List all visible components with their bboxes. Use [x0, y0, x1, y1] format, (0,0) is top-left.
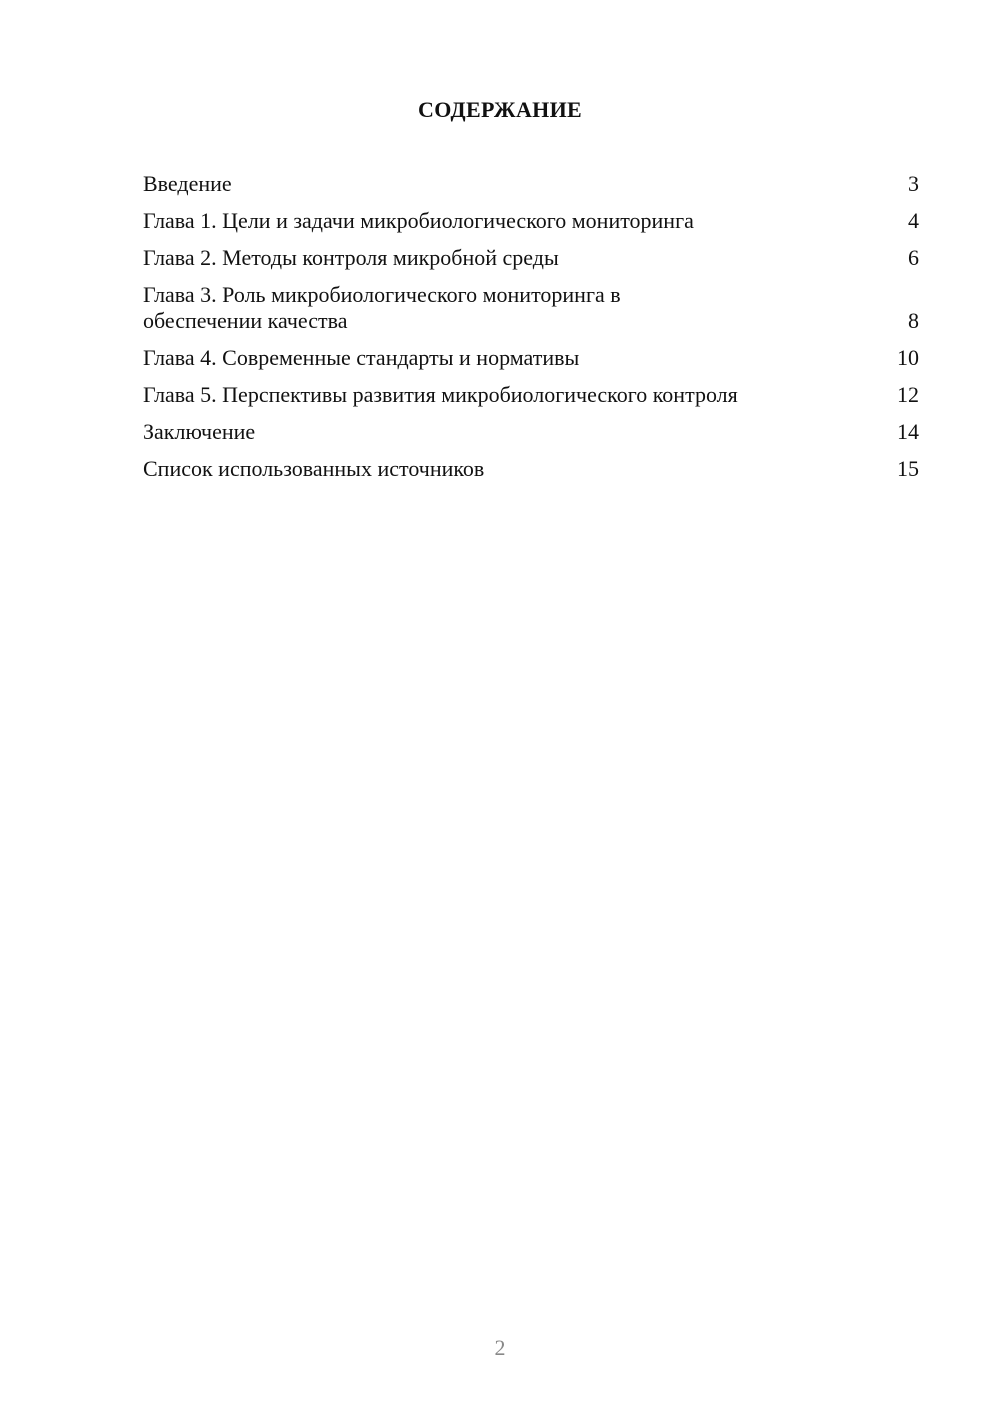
toc-entry-page: 12 — [897, 382, 919, 407]
toc-entry-text: Глава 1. Цели и задачи микробиологического мониторинга — [143, 208, 694, 233]
toc-entry-text: Глава 3. Роль микробиологического мониторинга в обеспечении качества — [143, 282, 621, 333]
page-title: СОДЕРЖАНИЕ — [418, 97, 582, 122]
toc-entry-text: Глава 4. Современные стандарты и нормативы — [143, 345, 580, 370]
toc-entry-text: Заключение — [143, 419, 256, 444]
toc-entry-text: Глава 5. Перспективы развития микробиологического контроля — [143, 382, 738, 407]
toc-entry-text: Список использованных источников — [143, 456, 485, 481]
toc-entry-chapter-3[interactable] — [143, 282, 919, 334]
toc-entry-text: Введение — [143, 171, 232, 196]
toc-entry-chapter-4[interactable] — [143, 345, 919, 371]
page-number: 2 — [494, 1335, 506, 1360]
toc-entry-page: 4 — [908, 208, 919, 233]
toc-entry-chapter-1[interactable] — [143, 208, 919, 234]
toc-entry-chapter-2[interactable] — [143, 245, 919, 271]
toc-entry-page: 3 — [908, 171, 919, 196]
toc-entry-text: Глава 2. Методы контроля микробной среды — [143, 245, 559, 270]
toc-entry-conclusion[interactable] — [143, 419, 919, 445]
toc-entry-page: 8 — [908, 308, 919, 333]
toc-entry-page: 15 — [897, 456, 919, 481]
toc-entry-page: 10 — [897, 345, 919, 370]
toc-entry-introduction[interactable] — [143, 171, 919, 197]
toc-entry-page: 14 — [897, 419, 919, 444]
toc-entry-references[interactable] — [143, 456, 919, 482]
table-of-contents — [143, 171, 919, 493]
toc-entry-chapter-5[interactable] — [143, 382, 919, 408]
toc-entry-page: 6 — [908, 245, 919, 270]
